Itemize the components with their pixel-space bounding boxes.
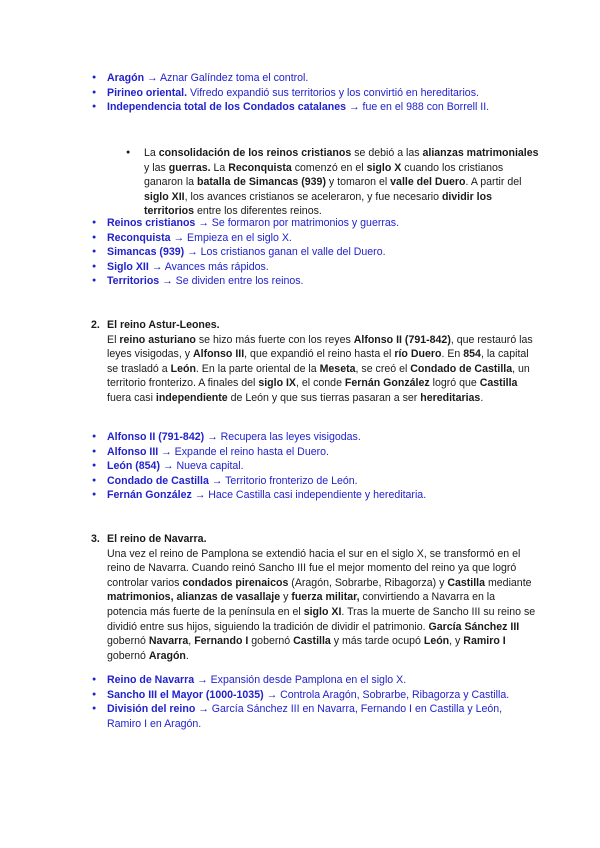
list-item: ● Pirineo oriental. Vifredo expandió sus territorios y los convirtió en hereditarios. xyxy=(93,86,533,101)
list-item: ● Territorios → Se dividen entre los reinos. xyxy=(93,274,533,289)
list-item: ● Fernán González → Hace Castilla casi independiente y hereditaria. xyxy=(93,488,533,503)
list-item: ● Alfonso III → Expande el reino hasta el Duero. xyxy=(93,445,533,460)
section-title: El reino Astur-Leones. xyxy=(107,319,220,331)
list-item: ● Simancas (939) → Los cristianos ganan el valle del Duero. xyxy=(93,245,533,260)
summary-list-reconquista xyxy=(93,216,533,289)
list-item: ● Reconquista → Empieza en el siglo X. xyxy=(93,231,533,246)
bullet-icon: ● xyxy=(126,149,131,156)
list-item: ● Condado de Castilla → Territorio fronterizo de León. xyxy=(93,474,533,489)
list-item: ● División del reino → García Sánchez III en Navarra, Fernando I en Castilla y León, Ramiro I en Aragón. xyxy=(93,702,533,731)
list-item: ● Sancho III el Mayor (1000-1035) → Controla Aragón, Sobrarbe, Ribagorza y Castilla. xyxy=(93,688,533,703)
list-item: ● Reino de Navarra → Expansión desde Pamplona en el siglo X. xyxy=(93,673,533,688)
consolidation-paragraph: ● La consolidación de los reinos cristianos se debió a las alianzas matrimoniales y las guerras. La Reconquista comenzó en el siglo X cuando los cristianos ganaron la batalla de Simancas (939) y tomaron el valle del Duero. A partir del siglo XII, los avances cristianos se aceleraron, y fue necesario dividir los territorios entre los diferentes reinos. xyxy=(126,147,539,218)
list-item: ● Alfonso II (791-842) → Recupera las leyes visigodas. xyxy=(93,430,533,445)
list-item: ● Siglo XII → Avances más rápidos. xyxy=(93,260,533,275)
summary-list-condados xyxy=(93,71,533,115)
section-astur-leones xyxy=(91,318,536,406)
list-item: ● Reinos cristianos → Se formaron por matrimonios y guerras. xyxy=(93,216,533,231)
section-body: Una vez el reino de Pamplona se extendió hacia el sur en el siglo X, se transformó en el reino de Navarra. Cuando reinó Sancho III fue el mejor momento del reino ya que logró controlar varios condados pirenaicos (Aragón, Sobrarbe, Ribagorza) y Castilla mediante matrimonios, alianzas de vasallaje y fuerza militar, convirtiendo a Navarra en la potencia más fuerte de la península en el siglo XI. Tras la muerte de Sancho III su reino se dividió entre sus hijos, siguiendo la tradición de dividir el patrimonio. García Sánchez III gobernó Navarra, Fernando I gobernó Castilla y más tarde ocupó León, y Ramiro I gobernó Aragón. xyxy=(107,547,536,662)
section-number: 2. xyxy=(91,319,100,331)
list-item: ● Aragón → Aznar Galíndez toma el control. xyxy=(93,71,533,86)
summary-list-astur-leones xyxy=(93,430,533,503)
section-body: El reino asturiano se hizo más fuerte con los reyes Alfonso II (791-842), que restauró las leyes visigodas, y Alfonso III, que expandió el reino hasta el río Duero. En 854, la capital se trasladó a León. En la parte oriental de la Meseta, se creó el Condado de Castilla, un territorio fronterizo. A finales del siglo IX, el conde Fernán González logró que Castilla fuera casi independiente de León y que sus tierras pasaran a ser hereditarias. xyxy=(107,333,533,404)
list-item: ● León (854) → Nueva capital. xyxy=(93,459,533,474)
section-navarra xyxy=(91,532,536,663)
summary-list-navarra xyxy=(93,673,533,731)
section-title: El reino de Navarra. xyxy=(107,533,207,545)
list-item: ● Independencia total de los Condados catalanes → fue en el 988 con Borrell II. xyxy=(93,100,533,115)
section-number: 3. xyxy=(91,533,100,545)
